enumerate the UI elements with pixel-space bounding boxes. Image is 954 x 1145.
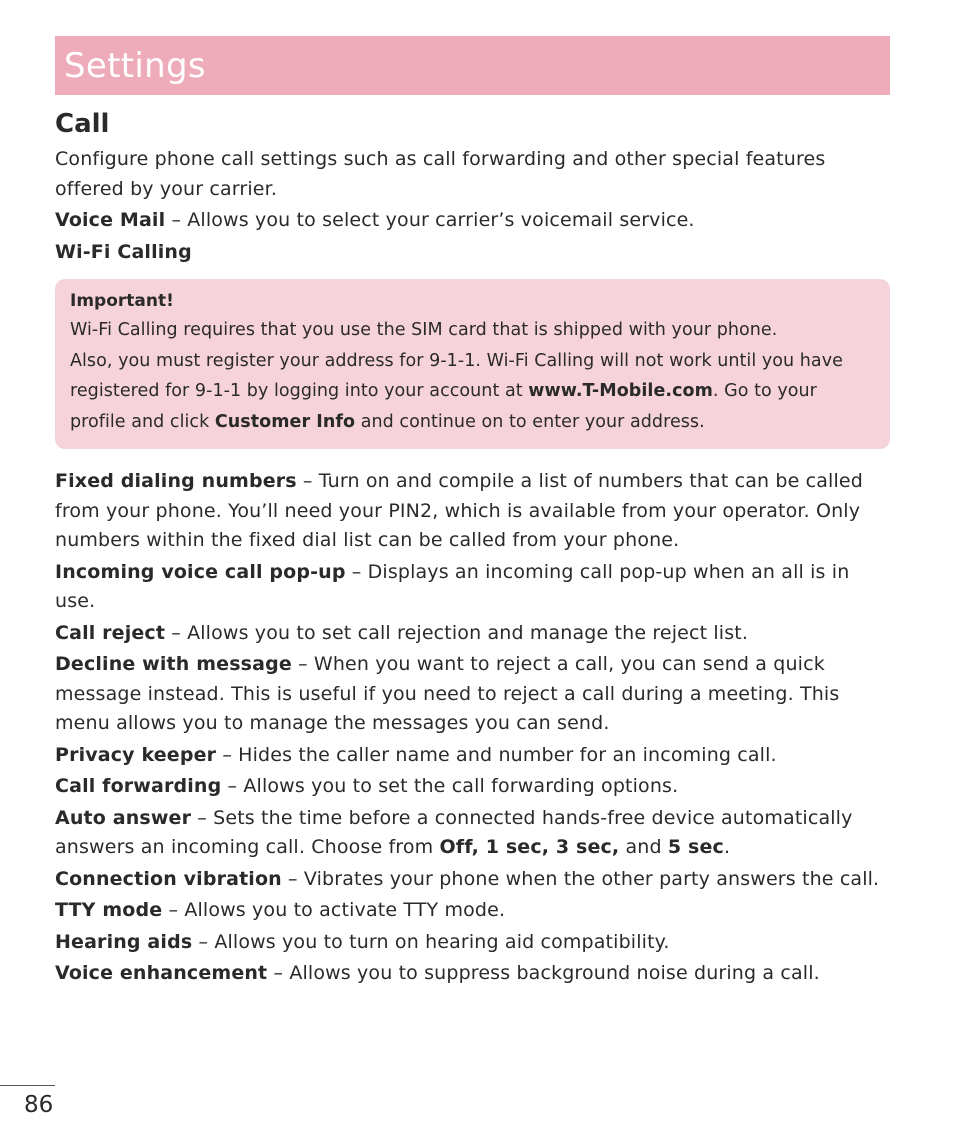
item-label: Auto answer — [55, 806, 192, 829]
item-connection-vibration — [55, 865, 890, 895]
item-text: Allows you to turn on hearing aid compatibility. — [214, 930, 670, 953]
item-text: Allows you to set the call forwarding options. — [243, 775, 679, 797]
item-label: Call reject — [55, 621, 166, 644]
item-label: Voice Mail — [55, 209, 166, 231]
item-text: Allows you to suppress background noise during a call. — [289, 962, 820, 984]
item-label: Hearing aids — [55, 930, 193, 953]
item-separator: – — [267, 962, 290, 984]
item-decline-with-message — [55, 650, 890, 739]
intro-text: Configure phone call settings such as call forwarding and other special features offered by your carrier. — [55, 148, 826, 200]
item-separator: – — [345, 560, 368, 583]
important-paragraph-2 — [70, 346, 876, 438]
item-call-reject — [55, 619, 890, 649]
item-fixed-dialing-numbers — [55, 467, 890, 556]
item-label: Decline with message — [55, 653, 292, 675]
item-separator: – — [216, 743, 239, 766]
item-text: Displays an incoming call pop-up when an all is in use. — [55, 560, 850, 612]
item-incoming-voice-call-popup — [55, 558, 890, 617]
item-label: Connection vibration — [55, 867, 282, 890]
auto-answer-last-option: 5 sec — [667, 836, 724, 858]
item-text: Turn on and compile a list of numbers that can be called from your phone. You’ll need your PIN2, which is available from your operator. Only numbers within the fixed dial list can be called from your phone. — [55, 470, 863, 551]
item-separator: – — [291, 653, 314, 675]
item-text: Hides the caller name and number for an incoming call. — [238, 743, 777, 766]
item-label: Call forwarding — [55, 775, 222, 797]
item-label: TTY mode — [55, 899, 163, 921]
item-separator: – — [165, 621, 188, 644]
important-text-c: and continue on to enter your address. — [355, 411, 705, 432]
item-label: Wi-Fi Calling — [55, 240, 192, 263]
important-note-box — [55, 279, 890, 449]
item-label: Fixed dialing numbers — [55, 470, 297, 492]
item-auto-answer — [55, 804, 890, 863]
page-number-rule — [0, 1085, 55, 1086]
item-tty-mode — [55, 896, 890, 926]
item-label: Voice enhancement — [55, 962, 268, 984]
important-title: Important! — [70, 291, 174, 311]
important-line-1: Wi-Fi Calling requires that you use the SIM card that is shipped with your phone. — [70, 320, 778, 340]
item-separator: – — [162, 899, 185, 921]
important-text-a: Also, you must register your address for 9-1-1. Wi-Fi Calling will not work until you have registered for 9-1-1 by logging into your account at — [70, 350, 843, 401]
item-text: When you want to reject a call, you can send a quick message instead. This is useful if you need to reject a call during a meeting. This menu allows you to manage the messages you can send. — [55, 653, 840, 734]
page-title: Settings — [64, 45, 206, 86]
item-separator: – — [165, 209, 188, 231]
item-text: Allows you to set call rejection and manage the reject list. — [187, 621, 749, 644]
item-voice-mail — [55, 206, 890, 236]
item-text: Allows you to activate TTY mode. — [184, 899, 506, 921]
item-text: Vibrates your phone when the other party answers the call. — [303, 867, 880, 890]
item-wifi-calling — [55, 238, 890, 268]
item-separator: – — [281, 867, 304, 890]
item-separator: – — [296, 470, 319, 492]
item-call-forwarding — [55, 772, 890, 802]
item-privacy-keeper — [55, 741, 890, 771]
item-separator: – — [221, 775, 244, 797]
item-label: Privacy keeper — [55, 743, 217, 766]
tmobile-link: www.T-Mobile.com — [528, 381, 713, 401]
item-hearing-aids — [55, 928, 890, 958]
important-text-b: . Go to your profile and click — [70, 381, 817, 432]
customer-info-label: Customer Info — [214, 411, 356, 432]
item-text: Allows you to select your carrier’s voicemail service. — [187, 209, 695, 231]
item-voice-enhancement — [55, 959, 890, 989]
document-page — [55, 36, 890, 991]
settings-banner — [55, 36, 890, 95]
auto-answer-and: and — [619, 836, 668, 858]
intro-paragraph — [55, 145, 890, 204]
auto-answer-end: . — [723, 836, 731, 858]
item-separator: – — [191, 806, 214, 829]
section-title: Call — [55, 109, 110, 139]
auto-answer-options: Off, 1 sec, 3 sec, — [439, 836, 620, 858]
item-separator: – — [192, 930, 215, 953]
item-label: Incoming voice call pop-up — [55, 560, 346, 583]
item-text: Sets the time before a connected hands-free device automatically answers an incoming call. Choose from — [55, 806, 853, 858]
page-number: 86 — [24, 1092, 54, 1118]
